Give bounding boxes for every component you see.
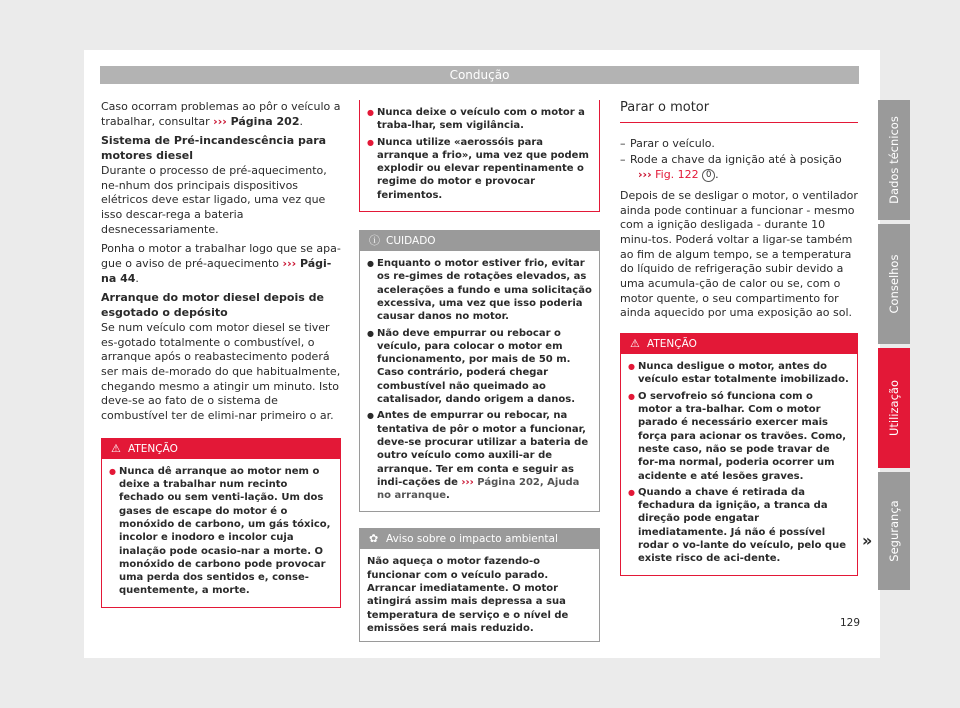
tab-label: Utilização xyxy=(887,379,901,437)
page-link[interactable]: Página 202 xyxy=(226,114,300,128)
caution-bullet: ● Enquanto o motor estiver frio, evitar os re-gimes de rotações elevados, as acelerações a fundo e uma solicitação excessiva, uma vez que isso poderia causar danos no motor. xyxy=(367,257,592,323)
environment-label: Aviso sobre o impacto ambiental xyxy=(386,533,558,546)
ref-arrow-icon: ››› xyxy=(638,168,652,182)
figure-link[interactable]: Fig. 122 xyxy=(651,168,703,182)
heading-empty-tank: Arranque do motor diesel depois de esgotado o depósito xyxy=(101,291,324,320)
punct: . xyxy=(135,271,139,285)
caution-box xyxy=(359,230,600,512)
tab-label: Dados técnicos xyxy=(887,116,901,204)
continued-icon: » xyxy=(862,531,873,550)
warning-triangle-icon: ⚠ xyxy=(630,337,640,351)
punct: . xyxy=(715,168,719,182)
page-link[interactable]: Pági-na 44 xyxy=(101,257,332,285)
ignition-position-badge: 0 xyxy=(702,169,715,182)
column-2 xyxy=(359,90,600,642)
section-header: Condução xyxy=(100,66,859,84)
warning-bullet: ● Nunca utilize «aerossóis para arranque a frio», uma vez que podem explodir ou elevar repentinamente o regime do motor e provocar ferimentos. xyxy=(367,136,592,202)
tab-label: Segurança xyxy=(887,500,901,562)
punct: . xyxy=(446,490,450,502)
punct: . xyxy=(299,114,303,128)
column-1 xyxy=(101,100,341,608)
warning-bullet: ● O servofreio só funciona com o motor a tra-balhar. Com o motor parado é necessário exercer mais força para acionar os travões. Como, neste caso, não se pode travar de for-ma normal, poderia ocorrer um acidente e até lesões graves. xyxy=(628,390,850,483)
section-title: Parar o motor xyxy=(620,101,858,123)
warning-box xyxy=(620,333,858,575)
preheat-paragraph: Durante o processo de pré-aquecimento, ne-nhum dos principais dispositivos elétricos deve estar ligado, uma vez que isso descar-rega a bateria desnecessariamente. xyxy=(101,163,327,236)
step-2 xyxy=(620,153,858,182)
tab-label: Conselhos xyxy=(887,254,901,314)
warning-triangle-icon: ⚠ xyxy=(111,441,121,455)
empty-tank-paragraph: Se num veículo com motor diesel se tiver es-gotado totalmente o combustível, o arranque após o reabastecimento poderá ser mais de-morado do que habitualmente, chegando mesmo a atingir um minuto. Isto deve-se ao fato de o sistema de combustível ter de elimi-nar primeiro o ar. xyxy=(101,320,341,423)
tab-utilizacao[interactable] xyxy=(878,348,910,468)
warning-box xyxy=(101,438,341,608)
environment-icon: ✿ xyxy=(369,532,379,546)
environment-box-header xyxy=(360,529,599,549)
ref-arrow-icon: ››› xyxy=(282,257,297,271)
caution-text: Antes de empurrar ou rebocar, na tentativa de pôr o motor a funcionar, deve-se procurar utilizar a bateria de outro veículo como auxili-ar de arranque. Ter em conta e seguir as indi-cações de xyxy=(377,410,589,488)
caution-box-body xyxy=(360,251,599,511)
info-circle-icon: ⓘ xyxy=(369,234,380,248)
warning-bullet: ● Nunca deixe o veículo com o motor a traba-lhar, sem vigilância. xyxy=(367,106,592,133)
warning-bullet: ● Nunca dê arranque ao motor nem o deixe a trabalhar num recinto fechado ou sem venti-lação. Um dos gases de escape do motor é o monóxido de carbono, um gás tóxico, incolor e inodoro e incolor cuja inalação pode ocasio-nar a morte. O monóxido de carbono pode provocar uma perda dos sentidos e, conse-quentemente, a morte. xyxy=(109,465,333,598)
caution-label: CUIDADO xyxy=(386,235,436,248)
environment-box xyxy=(359,528,600,642)
warning-box-body xyxy=(621,354,857,574)
caution-box-header xyxy=(360,231,599,251)
column-3 xyxy=(620,101,858,576)
warning-bullet: ● Quando a chave é retirada da fechadura da ignição, a tranca da direção pode engatar imediatamente. Já não é possível rodar o vo-lante do veículo, pelo que existe risco de aci-dente. xyxy=(628,486,850,566)
ref-arrow-icon: ››› xyxy=(461,476,474,488)
step-2-text: Rode a chave da ignição até à posição xyxy=(630,153,842,167)
preheat-light-text: Ponha o motor a trabalhar logo que se apa-gue o aviso de pré-aquecimento xyxy=(101,242,341,271)
warning-box-header xyxy=(102,439,340,459)
warning-label: ATENÇÃO xyxy=(128,442,178,455)
warning-box-body xyxy=(102,459,340,607)
intro-paragraph xyxy=(101,100,341,129)
step-1: – Parar o veículo. xyxy=(620,137,858,152)
caution-bullet xyxy=(367,409,592,502)
preheat-light-paragraph xyxy=(101,242,341,286)
warning-box-body xyxy=(360,100,599,211)
ref-arrow-icon: ››› xyxy=(213,114,227,128)
environment-box-body: Não aqueça o motor fazendo-o funcionar com o veículo parado. Arrancar imediatamente. O motor atingirá assim mais depressa a sua temperatura de serviço e o nível de emissões será mais reduzido. xyxy=(367,556,569,634)
tab-conselhos[interactable] xyxy=(878,224,910,344)
warning-box-continued xyxy=(359,100,600,212)
fan-paragraph: Depois de se desligar o motor, o ventilador ainda pode continuar a funcionar - mesmo com a ignição desligada - durante 10 minu-tos. Poderá voltar a ligar-se também ao fim de algum tempo, se a temperatura do líquido de refrigeração subir devido a uma acumula-ção de calor ou se, com o motor quente, o seu compartimento for ainda aquecido por uma exposição ao sol. xyxy=(620,188,858,320)
warning-box-header xyxy=(621,334,857,354)
warning-bullet: ● Nunca desligue o motor, antes do veículo estar totalmente imobilizado. xyxy=(628,360,850,387)
page-number: 129 xyxy=(840,617,861,629)
page-link[interactable]: Página 202, Ajuda no arranque xyxy=(377,476,580,502)
heading-preheat: Sistema de Pré-incandescência para motores diesel xyxy=(101,134,327,163)
tab-dados-tecnicos[interactable] xyxy=(878,100,910,220)
caution-bullet: ● Não deve empurrar ou rebocar o veículo, para colocar o motor em funcionamento, por mais de 50 m. Caso contrário, poderá chegar combustível não queimado ao catalisador, dando origem a danos. xyxy=(367,327,592,407)
tab-seguranca[interactable] xyxy=(878,472,910,590)
intro-text: Caso ocorram problemas ao pôr o veículo a trabalhar, consultar xyxy=(101,100,341,128)
warning-label: ATENÇÃO xyxy=(647,338,697,351)
